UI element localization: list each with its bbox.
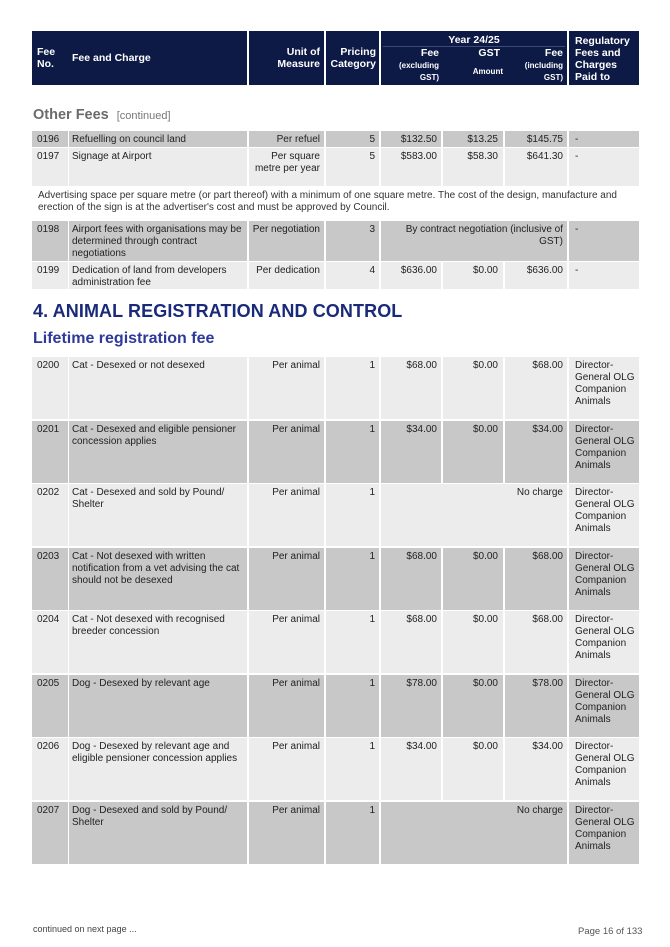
cell-no bbox=[32, 221, 68, 261]
cell-cat-text: 1 bbox=[369, 487, 375, 498]
subsection-title-lifetime: Lifetime registration fee bbox=[33, 330, 215, 347]
cell-incl-text: $78.00 bbox=[532, 678, 563, 689]
cell-no bbox=[32, 357, 68, 419]
header-gst: GST bbox=[478, 47, 500, 59]
cell-cat bbox=[326, 611, 379, 673]
cell-name bbox=[69, 802, 247, 864]
cell-gst-text: $0.00 bbox=[472, 741, 498, 752]
cell-excl bbox=[381, 738, 441, 800]
cell-incl bbox=[505, 548, 567, 610]
cell-excl-text: $636.00 bbox=[400, 265, 437, 276]
cell-name bbox=[69, 738, 247, 800]
header-regulatory: Regulatory Fees and Charges Paid to bbox=[575, 35, 630, 83]
cell-name-text: Cat - Desexed or not desexed bbox=[72, 360, 205, 371]
cell-paid-text: - bbox=[575, 224, 579, 235]
cell-excl bbox=[381, 548, 441, 610]
cell-no-text: 0201 bbox=[37, 424, 60, 435]
cell-excl bbox=[381, 131, 441, 147]
cell-unit-text: Per negotiation bbox=[252, 224, 320, 235]
cell-excl-text: $132.50 bbox=[400, 134, 437, 145]
cell-gst bbox=[443, 357, 503, 419]
cell-incl-text: $34.00 bbox=[532, 741, 563, 752]
cell-gst bbox=[443, 738, 503, 800]
cell-gst-text: $0.00 bbox=[472, 424, 498, 435]
cell-merged-fee bbox=[381, 802, 567, 864]
cell-cat-text: 1 bbox=[369, 678, 375, 689]
cell-name bbox=[69, 675, 247, 737]
cell-unit-text: Per animal bbox=[272, 741, 320, 752]
cell-cat-text: 5 bbox=[369, 134, 375, 145]
header-fee-excl: Fee bbox=[420, 47, 439, 59]
cell-name-text: Cat - Desexed and sold by Pound/ Shelter bbox=[72, 487, 225, 510]
cell-unit bbox=[249, 221, 324, 261]
cell-name bbox=[69, 262, 247, 289]
cell-name bbox=[69, 357, 247, 419]
table-row bbox=[32, 221, 639, 261]
cell-no bbox=[32, 484, 68, 546]
cell-cat-text: 1 bbox=[369, 424, 375, 435]
cell-unit-text: Per refuel bbox=[276, 134, 320, 145]
table-row bbox=[32, 675, 639, 737]
cell-name bbox=[69, 548, 247, 610]
cell-incl bbox=[505, 611, 567, 673]
cell-no-text: 0203 bbox=[37, 551, 60, 562]
cell-merged-fee-text: By contract negotiation (inclusive of GST) bbox=[405, 224, 563, 247]
cell-name-text: Refuelling on council land bbox=[72, 134, 186, 145]
cell-no bbox=[32, 421, 68, 483]
cell-merged-fee bbox=[381, 484, 567, 546]
cell-cat bbox=[326, 221, 379, 261]
cell-unit bbox=[249, 802, 324, 864]
note-0197: Advertising space per square metre (or part thereof) with a minimum of one square metre. The cost of the design, manufacture and erection of the sign is at the advertiser's cost and must be approved by Council. bbox=[38, 190, 617, 213]
cell-unit bbox=[249, 148, 324, 186]
cell-cat bbox=[326, 484, 379, 546]
cell-unit-text: Per dedication bbox=[256, 265, 320, 276]
cell-name-text: Signage at Airport bbox=[72, 151, 152, 162]
cell-cat bbox=[326, 421, 379, 483]
cell-gst bbox=[443, 611, 503, 673]
cell-paid-text: - bbox=[575, 134, 579, 145]
cell-excl bbox=[381, 262, 441, 289]
cell-unit bbox=[249, 421, 324, 483]
table-row bbox=[32, 357, 639, 419]
cell-paid bbox=[569, 548, 639, 610]
cell-gst-text: $13.25 bbox=[467, 134, 498, 145]
cell-paid bbox=[569, 675, 639, 737]
cell-gst-text: $0.00 bbox=[472, 614, 498, 625]
cell-merged-fee bbox=[381, 221, 567, 261]
cell-unit bbox=[249, 131, 324, 147]
cell-paid bbox=[569, 131, 639, 147]
cell-incl-text: $641.30 bbox=[526, 151, 563, 162]
cell-excl-text: $68.00 bbox=[406, 614, 437, 625]
cell-excl-text: $34.00 bbox=[406, 741, 437, 752]
cell-unit bbox=[249, 611, 324, 673]
cell-excl bbox=[381, 148, 441, 186]
cell-excl bbox=[381, 611, 441, 673]
cell-gst-text: $0.00 bbox=[472, 360, 498, 371]
table-header bbox=[32, 31, 639, 85]
cell-gst bbox=[443, 548, 503, 610]
cell-no-text: 0205 bbox=[37, 678, 60, 689]
cell-no-text: 0200 bbox=[37, 360, 60, 371]
cell-unit bbox=[249, 675, 324, 737]
cell-incl-text: $34.00 bbox=[532, 424, 563, 435]
cell-no bbox=[32, 738, 68, 800]
cell-no bbox=[32, 802, 68, 864]
cell-cat bbox=[326, 148, 379, 186]
cell-gst-text: $0.00 bbox=[472, 678, 498, 689]
cell-name bbox=[69, 148, 247, 186]
cell-excl bbox=[381, 357, 441, 419]
header-fee-excl-sub: (excluding GST) bbox=[398, 61, 439, 82]
cell-gst bbox=[443, 675, 503, 737]
cell-paid bbox=[569, 262, 639, 289]
header-year: Year 24/25 bbox=[448, 34, 500, 46]
cell-unit bbox=[249, 262, 324, 289]
header-fee-incl: Fee bbox=[544, 47, 563, 59]
cell-excl bbox=[381, 675, 441, 737]
cell-cat bbox=[326, 262, 379, 289]
cell-paid bbox=[569, 221, 639, 261]
cell-unit-text: Per square metre per year bbox=[254, 151, 320, 174]
cell-unit-text: Per animal bbox=[272, 614, 320, 625]
table-row bbox=[32, 611, 639, 673]
cell-incl bbox=[505, 675, 567, 737]
cell-name-text: Dog - Desexed and sold by Pound/ Shelter bbox=[72, 805, 228, 828]
cell-paid bbox=[569, 421, 639, 483]
cell-no bbox=[32, 548, 68, 610]
cell-name-text: Cat - Desexed and eligible pensioner concession applies bbox=[72, 424, 236, 447]
cell-incl bbox=[505, 357, 567, 419]
cell-unit-text: Per animal bbox=[272, 424, 320, 435]
footer-continued: continued on next page ... bbox=[33, 924, 137, 934]
cell-no-text: 0199 bbox=[37, 265, 60, 276]
cell-name-text: Cat - Not desexed with recognised breeder concession bbox=[72, 614, 225, 637]
cell-paid bbox=[569, 148, 639, 186]
cell-paid-text: Director-General OLG Companion Animals bbox=[575, 678, 635, 725]
cell-paid bbox=[569, 738, 639, 800]
cell-cat-text: 1 bbox=[369, 360, 375, 371]
cell-gst-text: $0.00 bbox=[472, 551, 498, 562]
cell-cat-text: 3 bbox=[369, 224, 375, 235]
header-fee-incl-sub: (including GST) bbox=[524, 61, 563, 82]
continued-label: [continued] bbox=[116, 110, 171, 122]
cell-name-text: Dedication of land from developers administration fee bbox=[72, 265, 227, 288]
cell-incl bbox=[505, 421, 567, 483]
header-fee-and-charge: Fee and Charge bbox=[72, 52, 151, 64]
footer-page-number: Page 16 of 133 bbox=[578, 926, 643, 937]
cell-unit-text: Per animal bbox=[272, 487, 320, 498]
header-regulatory-cell bbox=[569, 31, 639, 85]
cell-no bbox=[32, 131, 68, 147]
cell-cat bbox=[326, 131, 379, 147]
cell-paid bbox=[569, 802, 639, 864]
cell-paid-text: Director-General OLG Companion Animals bbox=[575, 360, 635, 407]
cell-name-text: Cat - Not desexed with written notification from a vet advising the cat should not be desexed bbox=[72, 551, 240, 586]
cell-no-text: 0197 bbox=[37, 151, 60, 162]
cell-no-text: 0196 bbox=[37, 134, 60, 145]
cell-paid bbox=[569, 611, 639, 673]
cell-gst-text: $0.00 bbox=[472, 265, 498, 276]
cell-incl-text: $68.00 bbox=[532, 360, 563, 371]
header-pricing-category: Pricing Category bbox=[330, 46, 376, 70]
cell-no bbox=[32, 611, 68, 673]
section-title-animal: 4. ANIMAL REGISTRATION AND CONTROL bbox=[33, 301, 403, 321]
cell-name-text: Airport fees with organisations may be determined through contract negotiations bbox=[72, 224, 242, 259]
cell-excl bbox=[381, 421, 441, 483]
cell-cat-text: 1 bbox=[369, 805, 375, 816]
cell-incl-text: $636.00 bbox=[526, 265, 563, 276]
cell-cat-text: 5 bbox=[369, 151, 375, 162]
cell-excl-text: $34.00 bbox=[406, 424, 437, 435]
cell-cat-text: 1 bbox=[369, 551, 375, 562]
cell-excl-text: $583.00 bbox=[400, 151, 437, 162]
cell-paid bbox=[569, 484, 639, 546]
section-other-fees bbox=[33, 107, 171, 123]
cell-paid-text: - bbox=[575, 265, 579, 276]
header-year-cell bbox=[381, 31, 567, 85]
cell-paid-text: Director-General OLG Companion Animals bbox=[575, 551, 635, 598]
cell-cat bbox=[326, 675, 379, 737]
cell-excl-text: $78.00 bbox=[406, 678, 437, 689]
cell-unit bbox=[249, 548, 324, 610]
cell-cat bbox=[326, 548, 379, 610]
header-unit-of-measure: Unit of Measure bbox=[277, 46, 320, 70]
cell-unit bbox=[249, 484, 324, 546]
cell-no bbox=[32, 262, 68, 289]
cell-cat-text: 4 bbox=[369, 265, 375, 276]
cell-merged-fee-text: No charge bbox=[516, 487, 563, 498]
table-row bbox=[32, 421, 639, 483]
cell-name bbox=[69, 484, 247, 546]
cell-no-text: 0202 bbox=[37, 487, 60, 498]
cell-excl-text: $68.00 bbox=[406, 360, 437, 371]
cell-incl bbox=[505, 131, 567, 147]
cell-incl bbox=[505, 148, 567, 186]
cell-gst bbox=[443, 131, 503, 147]
cell-paid bbox=[569, 357, 639, 419]
cell-name-text: Dog - Desexed by relevant age and eligible pensioner concession applies bbox=[72, 741, 238, 764]
cell-name-text: Dog - Desexed by relevant age bbox=[72, 678, 210, 689]
cell-paid-text: Director-General OLG Companion Animals bbox=[575, 614, 635, 661]
cell-no bbox=[32, 148, 68, 186]
cell-name bbox=[69, 421, 247, 483]
header-gst-sub: Amount bbox=[472, 67, 503, 76]
cell-excl-text: $68.00 bbox=[406, 551, 437, 562]
cell-incl-text: $68.00 bbox=[532, 551, 563, 562]
cell-unit bbox=[249, 357, 324, 419]
cell-gst bbox=[443, 421, 503, 483]
cell-no bbox=[32, 675, 68, 737]
cell-incl bbox=[505, 738, 567, 800]
cell-cat bbox=[326, 802, 379, 864]
cell-gst bbox=[443, 262, 503, 289]
table-row bbox=[32, 148, 639, 186]
header-fee-no-cell bbox=[32, 31, 247, 85]
table-row bbox=[32, 262, 639, 289]
table-row bbox=[32, 738, 639, 800]
other-fees-title: Other Fees bbox=[33, 107, 109, 123]
cell-incl-text: $145.75 bbox=[526, 134, 563, 145]
cell-unit-text: Per animal bbox=[272, 551, 320, 562]
cell-paid-text: Director-General OLG Companion Animals bbox=[575, 805, 635, 852]
cell-no-text: 0207 bbox=[37, 805, 60, 816]
cell-unit-text: Per animal bbox=[272, 805, 320, 816]
cell-cat-text: 1 bbox=[369, 741, 375, 752]
header-fee-no: Fee No. bbox=[37, 46, 56, 70]
cell-paid-text: - bbox=[575, 151, 579, 162]
header-unit-cell bbox=[249, 31, 324, 85]
cell-cat bbox=[326, 738, 379, 800]
table-row bbox=[32, 131, 639, 147]
table-row bbox=[32, 548, 639, 610]
cell-name bbox=[69, 131, 247, 147]
cell-gst bbox=[443, 148, 503, 186]
cell-no-text: 0204 bbox=[37, 614, 60, 625]
cell-paid-text: Director-General OLG Companion Animals bbox=[575, 487, 635, 534]
cell-unit bbox=[249, 738, 324, 800]
table-row bbox=[32, 484, 639, 546]
cell-merged-fee-text: No charge bbox=[516, 805, 563, 816]
cell-cat-text: 1 bbox=[369, 614, 375, 625]
cell-unit-text: Per animal bbox=[272, 360, 320, 371]
cell-incl bbox=[505, 262, 567, 289]
cell-name bbox=[69, 221, 247, 261]
cell-paid-text: Director-General OLG Companion Animals bbox=[575, 424, 635, 471]
cell-gst-text: $58.30 bbox=[467, 151, 498, 162]
cell-unit-text: Per animal bbox=[272, 678, 320, 689]
table-row bbox=[32, 802, 639, 864]
cell-name bbox=[69, 611, 247, 673]
header-pricing-cell bbox=[326, 31, 379, 85]
cell-no-text: 0198 bbox=[37, 224, 60, 235]
cell-paid-text: Director-General OLG Companion Animals bbox=[575, 741, 635, 788]
cell-incl-text: $68.00 bbox=[532, 614, 563, 625]
cell-no-text: 0206 bbox=[37, 741, 60, 752]
cell-cat bbox=[326, 357, 379, 419]
